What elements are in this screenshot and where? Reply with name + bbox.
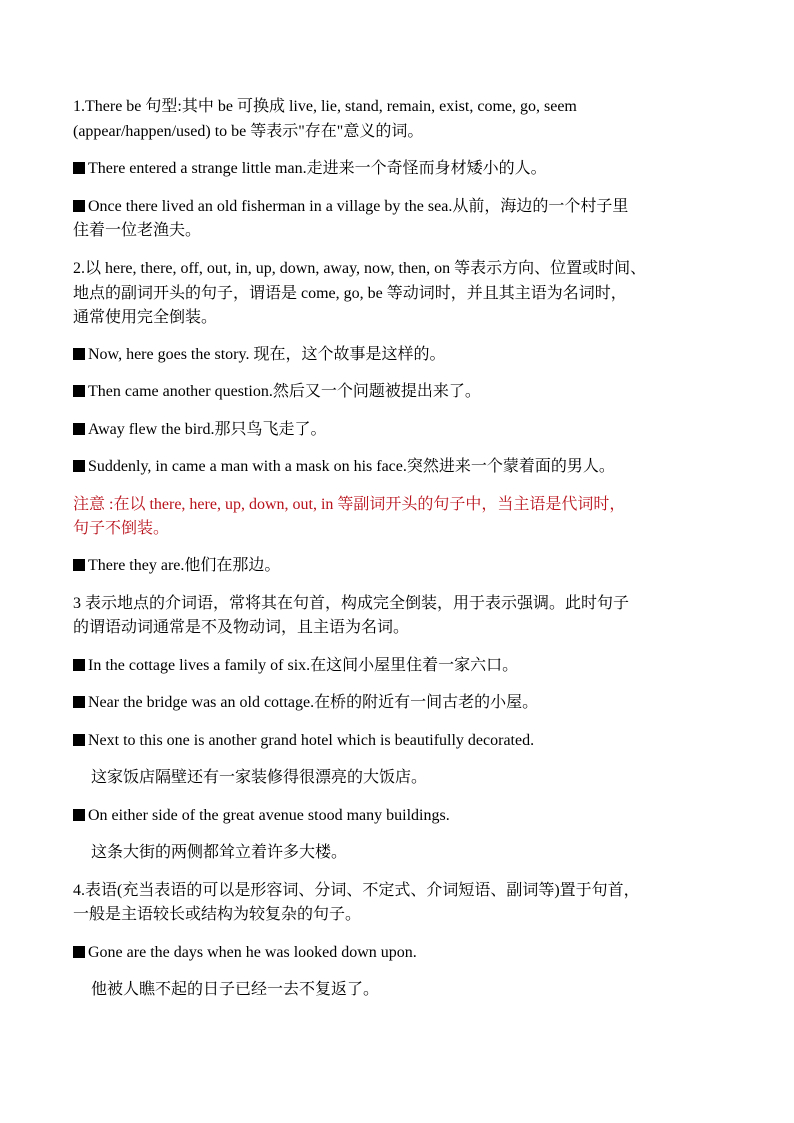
example-text: Once there lived an old fisherman in a village by the sea.从前，海边的一个村子里	[88, 198, 629, 215]
section1-heading-line1: 1.There be 句型:其中 be 可换成 live, lie, stand, remain, exist, come, go, seem	[73, 98, 577, 115]
example-text: In the cottage lives a family of six.在这间小屋里住着一家六口。	[88, 657, 519, 674]
example-item	[73, 730, 534, 752]
black-square-icon	[73, 385, 85, 397]
example-text: On either side of the great avenue stood many buildings.	[88, 807, 450, 824]
example-item	[73, 655, 518, 677]
black-square-icon	[73, 696, 85, 708]
example-item	[73, 456, 615, 478]
example-item	[73, 381, 481, 403]
example-item	[73, 942, 417, 964]
example-text: Then came another question.然后又一个问题被提出来了。	[88, 383, 481, 400]
section1-heading-line2: (appear/happen/used) to be 等表示"存在"意义的词。	[73, 123, 424, 140]
section4-heading-line2: 一般是主语较长或结构为较复杂的句子。	[73, 906, 362, 923]
example-translation: 这条大街的两侧都耸立着许多大楼。	[91, 844, 348, 861]
example-item	[73, 196, 628, 218]
black-square-icon	[73, 348, 85, 360]
black-square-icon	[73, 659, 85, 671]
black-square-icon	[73, 162, 85, 174]
example-item	[73, 555, 280, 577]
section4-heading-line1: 4.表语(充当表语的可以是形容词、分词、不定式、介词短语、副词等)置于句首，	[73, 882, 640, 899]
example-translation: 这家饭店隔壁还有一家装修得很漂亮的大饭店。	[91, 769, 428, 786]
black-square-icon	[73, 460, 85, 472]
black-square-icon	[73, 423, 85, 435]
example-item	[73, 158, 547, 180]
example-item	[73, 805, 450, 827]
black-square-icon	[73, 559, 85, 571]
example-text: Next to this one is another grand hotel which is beautifully decorated.	[88, 732, 535, 749]
section2-heading-line2: 地点的副词开头的句子，谓语是 come, go, be 等动词时，并且其主语为名词时，	[73, 285, 627, 302]
example-text: There they are.他们在那边。	[88, 557, 281, 574]
example-text: Suddenly, in came a man with a mask on his face.突然进来一个蒙着面的男人。	[88, 458, 615, 475]
example-item	[73, 692, 538, 714]
example-text: Now, here goes the story. 现在，这个故事是这样的。	[88, 346, 446, 363]
section2-heading-line1: 2.以 here, there, off, out, in, up, down, away, now, then, on 等表示方向、位置或时间、	[73, 260, 647, 277]
example-item	[73, 419, 327, 441]
note-line1: 注意 :在以 there, here, up, down, out, in 等副词开头的句子中，当主语是代词时，	[73, 496, 626, 513]
section3-heading-line1: 3 表示地点的介词语，常将其在句首，构成完全倒装，用于表示强调。此时句子	[73, 595, 630, 612]
section2-heading-line3: 通常使用完全倒装。	[73, 309, 218, 326]
example-continuation: 住着一位老渔夫。	[73, 222, 202, 239]
example-text: Near the bridge was an old cottage.在桥的附近有一间古老的小屋。	[88, 694, 539, 711]
example-text: There entered a strange little man.走进来一个奇怪而身材矮小的人。	[88, 160, 547, 177]
black-square-icon	[73, 946, 85, 958]
section3-heading-line2: 的谓语动词通常是不及物动词，且主语为名词。	[73, 619, 410, 636]
example-item	[73, 344, 445, 366]
example-text: Away flew the bird.那只鸟飞走了。	[88, 421, 327, 438]
black-square-icon	[73, 734, 85, 746]
note-line2: 句子不倒装。	[73, 520, 170, 537]
example-text: Gone are the days when he was looked down upon.	[88, 944, 417, 961]
black-square-icon	[73, 200, 85, 212]
example-translation: 他被人瞧不起的日子已经一去不复返了。	[91, 981, 380, 998]
black-square-icon	[73, 809, 85, 821]
